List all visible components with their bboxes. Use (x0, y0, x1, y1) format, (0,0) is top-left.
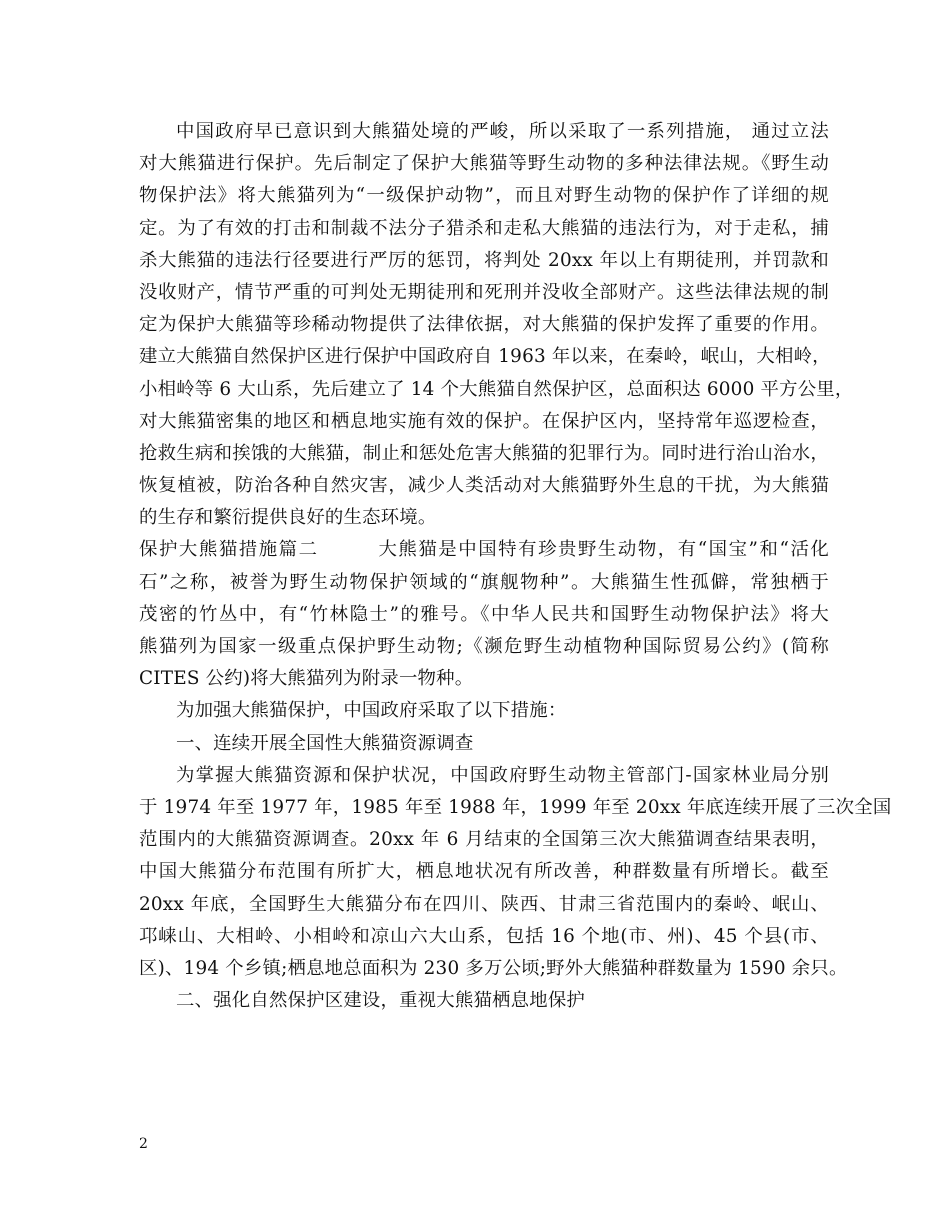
text-line: 二、强化自然保护区建设，重视大熊猫栖息地保护 (176, 990, 585, 1012)
text-line: 范围内的大熊猫资源调查。20xx 年 6 月结束的全国第三次大熊猫调查结果表明， (139, 829, 829, 851)
text-line: 熊猫列为国家一级重点保护野生动物;《濒危野生动植物种国际贸易公约》(简称 (139, 636, 829, 657)
text-line: 邛崃山、大相岭、小相岭和凉山六大山系，包括 16 个地(市、州)、45 个县(市、 (139, 925, 829, 947)
text-line: 对大熊猫密集的地区和栖息地实施有效的保护。在保护区内，坚持常年巡逻检查， (139, 410, 829, 432)
text-line: CITES 公约)将大熊猫列为附录一物种。 (139, 668, 474, 690)
text-line: 物保护法》将大熊猫列为“一级保护动物”，而且对野生动物的保护作了详细的规 (139, 185, 829, 207)
text-line: 一、连续开展全国性大熊猫资源调查 (176, 732, 474, 754)
text-line: 为加强大熊猫保护，中国政府采取了以下措施： (176, 700, 567, 722)
text-line: 抢救生病和挨饿的大熊猫，制止和惩处危害大熊猫的犯罪行为。同时进行治山治水， (139, 442, 829, 464)
text-line: 于 1974 年至 1977 年，1985 年至 1988 年，1999 年至 20xx 年底连续开展了三次全国 (139, 796, 892, 818)
text-line: 的生存和繁衍提供良好的生态环境。 (139, 507, 437, 529)
text-line: 区)、194 个乡镇;栖息地总面积为 230 多万公顷;野外大熊猫种群数量为 1590 余只。 (139, 957, 848, 979)
text-line: 定。为了有效的打击和制裁不法分子猎杀和走私大熊猫的违法行为，对于走私，捕 (139, 217, 829, 239)
text-line: 建立大熊猫自然保护区进行保护中国政府自 1963 年以来，在秦岭，岷山，大相岭， (139, 346, 831, 368)
text-line: 为掌握大熊猫资源和保护状况，中国政府野生动物主管部门-国家林业局分别 (176, 764, 829, 786)
text-line: 中国大熊猫分布范围有所扩大，栖息地状况有所改善，种群数量有所增长。截至 (139, 861, 829, 883)
text-line: 20xx 年底，全国野生大熊猫分布在四川、陕西、甘肃三省范围内的秦岭、岷山、 (139, 893, 829, 915)
text-line: 石”之称，被誉为野生动物保护领域的“旗舰物种”。大熊猫生性孤僻，常独栖于 (139, 571, 829, 593)
text-line: 茂密的竹丛中，有“竹林隐士”的雅号。《中华人民共和国野生动物保护法》将大 (139, 603, 829, 625)
text-line: 没收财产，情节严重的可判处无期徒刑和死刑并没收全部财产。这些法律法规的制 (139, 281, 829, 303)
text-line: 保护大熊猫措施篇二 大熊猫是中国特有珍贵野生动物，有“国宝”和“活化 (139, 539, 829, 561)
text-line: 定为保护大熊猫等珍稀动物提供了法律依据，对大熊猫的保护发挥了重要的作用。 (139, 314, 829, 336)
text-line: 小相岭等 6 大山系，先后建立了 14 个大熊猫自然保护区，总面积达 6000 平方公里， (139, 378, 854, 400)
text-line: 中国政府早已意识到大熊猫处境的严峻，所以采取了一系列措施， 通过立法 (176, 121, 829, 142)
text-line: 杀大熊猫的违法行径要进行严厉的惩罚，将判处 20xx 年以上有期徒刑，并罚款和 (139, 249, 829, 271)
document-body (139, 116, 892, 1017)
text-line: 恢复植被，防治各种自然灾害，减少人类活动对大熊猫野外生息的干扰，为大熊猫 (139, 475, 829, 497)
page-number: 2 (139, 1136, 148, 1152)
text-line: 对大熊猫进行保护。先后制定了保护大熊猫等野生动物的多种法律法规。《野生动 (139, 153, 829, 175)
